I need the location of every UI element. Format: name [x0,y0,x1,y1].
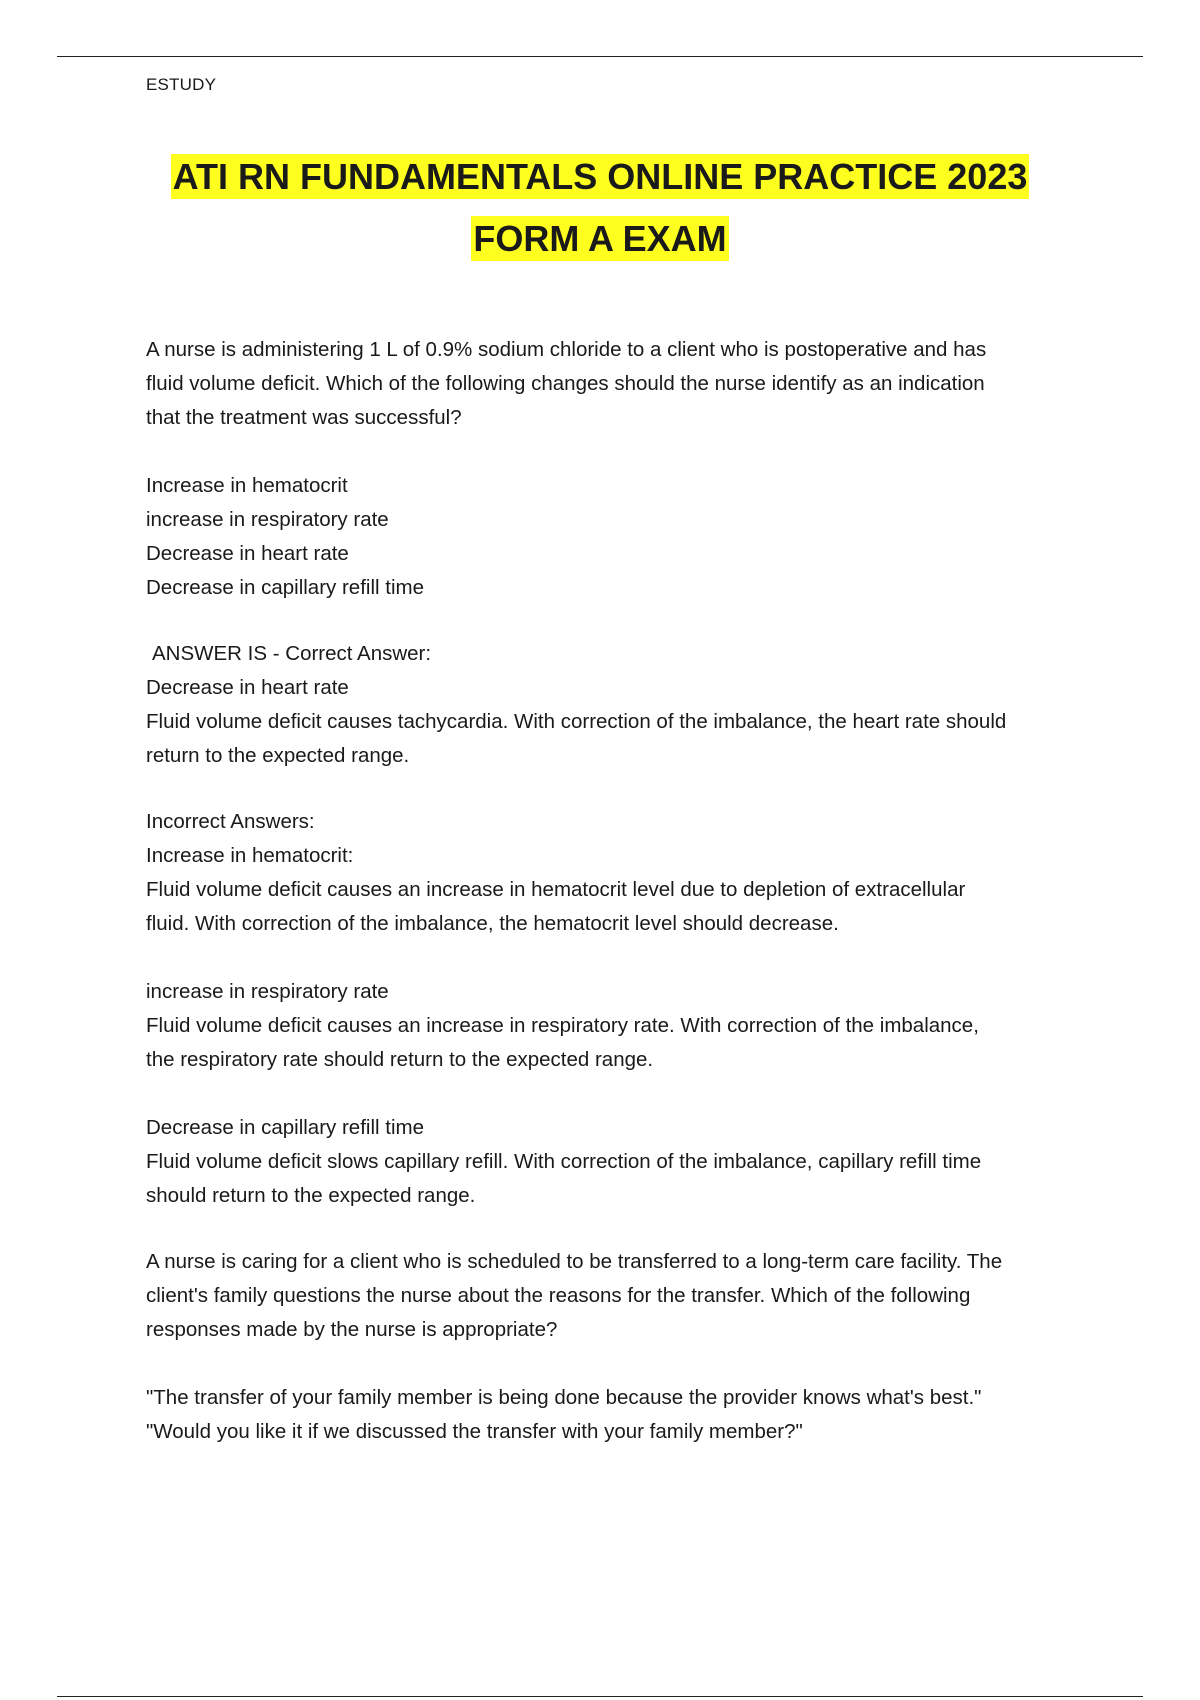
header-label: ESTUDY [146,75,217,94]
answer-heading: ANSWER IS - Correct Answer: [152,642,432,665]
incorrect-rationale-line: Fluid volume deficit slows capillary refill. With correction of the imbalance, capillary refill time [146,1150,982,1173]
incorrect-heading: Incorrect Answers: [146,810,315,833]
incorrect-answer-label: Increase in hematocrit: [146,844,354,867]
incorrect-rationale-line: the respiratory rate should return to the expected range. [146,1048,654,1071]
incorrect-answer-label: Decrease in capillary refill time [146,1116,424,1139]
incorrect-rationale-line: Fluid volume deficit causes an increase in hematocrit level due to depletion of extracellular [146,878,966,901]
question-1-stem-line: fluid volume deficit. Which of the following changes should the nurse identify as an indication [146,372,985,395]
correct-answer: Decrease in heart rate [146,676,349,699]
question-2-option: "Would you like it if we discussed the transfer with your family member?" [146,1420,803,1443]
title-line-2: FORM A EXAM [473,218,727,259]
top-rule [57,56,1143,57]
answer-rationale-line: return to the expected range. [146,744,410,767]
incorrect-rationale-line: fluid. With correction of the imbalance, the hematocrit level should decrease. [146,912,839,935]
incorrect-answer-label: increase in respiratory rate [146,980,389,1003]
question-1-option: Decrease in heart rate [146,542,349,565]
bottom-rule [57,1696,1143,1697]
question-1-option: Decrease in capillary refill time [146,576,424,599]
incorrect-rationale-line: Fluid volume deficit causes an increase in respiratory rate. With correction of the imbalance, [146,1014,979,1037]
question-1-stem-line: that the treatment was successful? [146,406,462,429]
title-line-1: ATI RN FUNDAMENTALS ONLINE PRACTICE 2023 [172,156,1028,197]
question-1-stem-line: A nurse is administering 1 L of 0.9% sodium chloride to a client who is postoperative and has [146,338,987,361]
question-2-option: "The transfer of your family member is being done because the provider knows what's best." [146,1386,982,1409]
question-2-stem-line: A nurse is caring for a client who is scheduled to be transferred to a long-term care facility. The [146,1250,1003,1273]
answer-rationale-line: Fluid volume deficit causes tachycardia. With correction of the imbalance, the heart rate should [146,710,1007,733]
incorrect-rationale-line: should return to the expected range. [146,1184,476,1207]
question-1-option: Increase in hematocrit [146,474,348,497]
question-1-option: increase in respiratory rate [146,508,389,531]
document-body [146,333,1106,1449]
document-title [100,146,1100,270]
question-2-stem-line: responses made by the nurse is appropriate? [146,1318,558,1341]
question-2-stem-line: client's family questions the nurse about the reasons for the transfer. Which of the following [146,1284,971,1307]
